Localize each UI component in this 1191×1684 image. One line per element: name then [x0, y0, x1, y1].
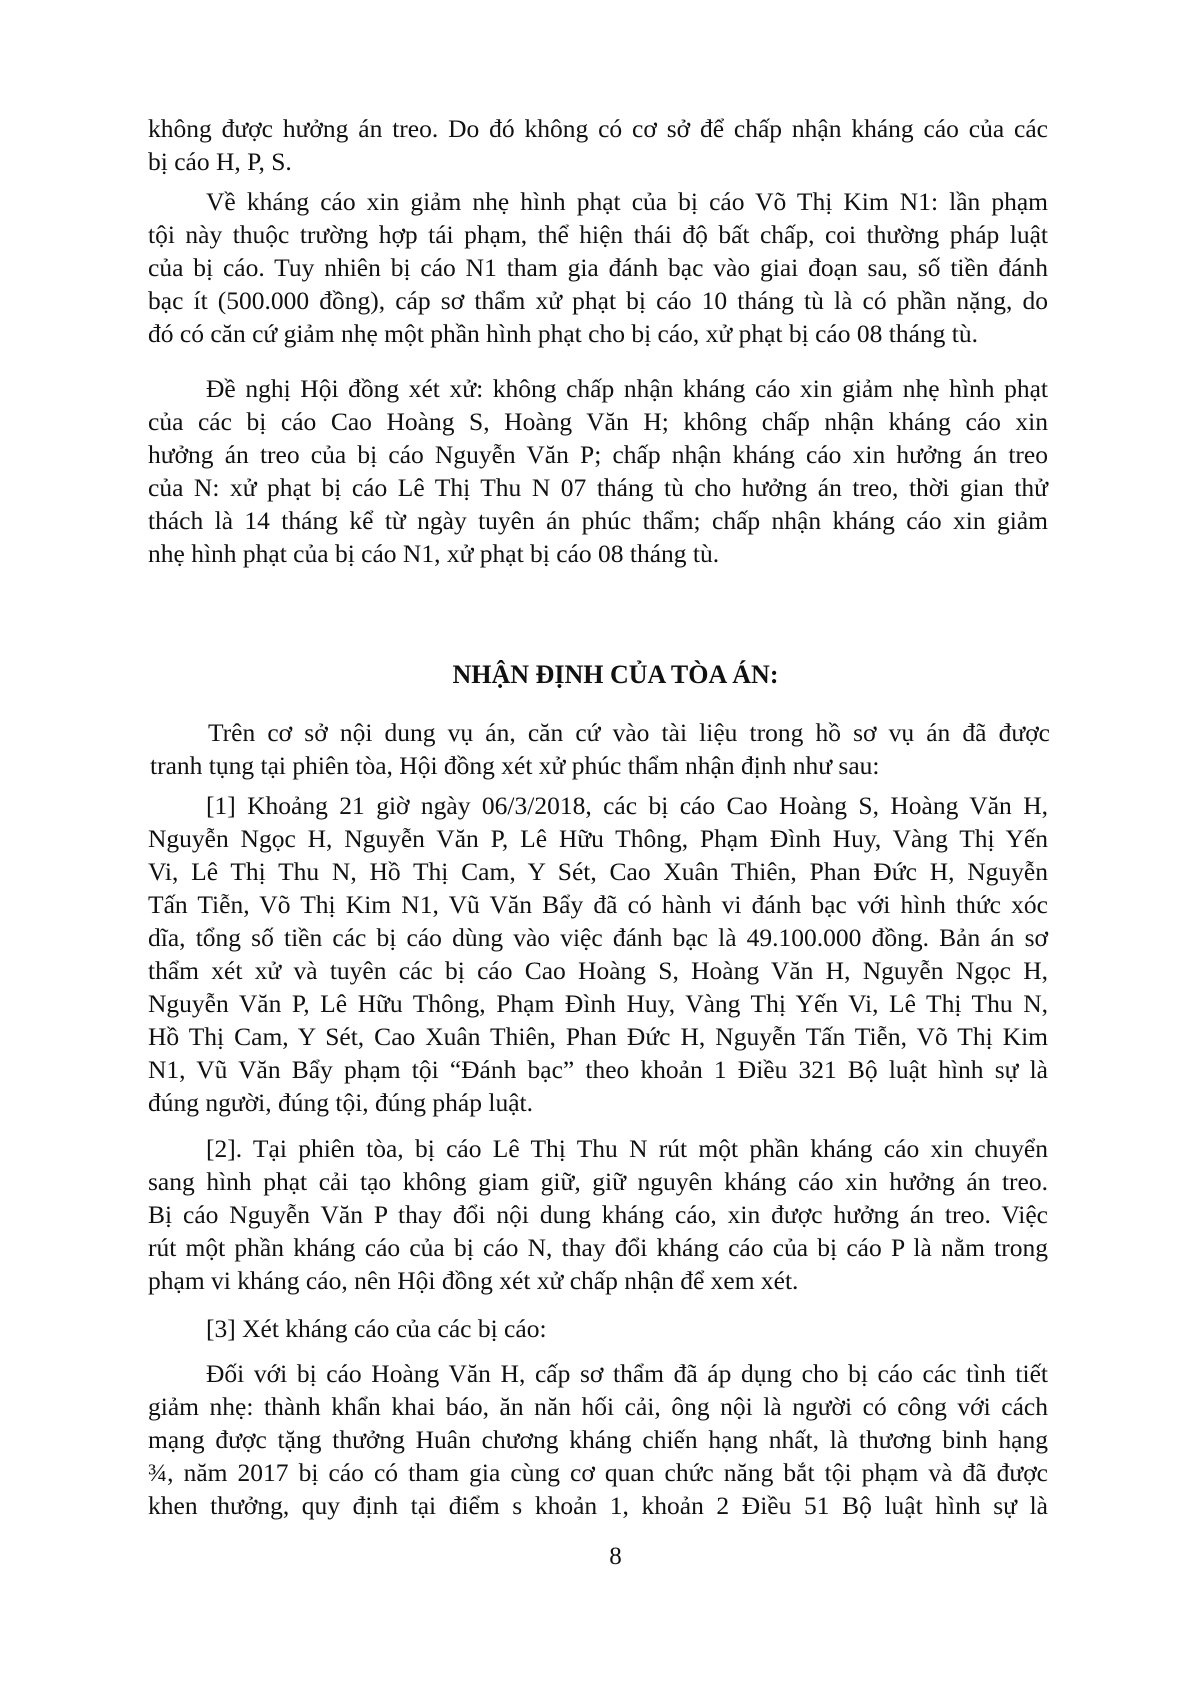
- text-line: Về kháng cáo xin giảm nhẹ hình phạt của bị cáo Võ Thị Kim N1: lần phạm: [206, 187, 1048, 216]
- text-line: Hồ Thị Cam, Y Sét, Cao Xuân Thiên, Phan Đức H, Nguyễn Tấn Tiễn, Võ Thị Kim: [148, 1022, 1048, 1051]
- text-line: thách là 14 tháng kể từ ngày tuyên án phúc thẩm; chấp nhận kháng cáo xin giảm: [148, 506, 1048, 535]
- paragraph-defendant-h: [148, 1357, 1048, 1522]
- page-number: 8: [609, 1543, 622, 1570]
- text-line: mạng được tặng thưởng Huân chương kháng chiến hạng nhất, là thương binh hạng: [148, 1425, 1048, 1454]
- paragraph-item-1: [148, 789, 1048, 1119]
- text-line: [2]. Tại phiên tòa, bị cáo Lê Thị Thu N rút một phần kháng cáo xin chuyển: [206, 1134, 1048, 1163]
- text-line: tội này thuộc trường hợp tái phạm, thể hiện thái độ bất chấp, coi thường pháp luật: [148, 220, 1048, 249]
- text-line: hưởng án treo của bị cáo Nguyễn Văn P; chấp nhận kháng cáo xin hưởng án treo: [148, 440, 1048, 469]
- paragraph-proposal: [148, 372, 1048, 570]
- text-line: Vi, Lê Thị Thu N, Hồ Thị Cam, Y Sét, Cao Xuân Thiên, Phan Đức H, Nguyễn: [148, 857, 1048, 886]
- text-line: phạm vi kháng cáo, nên Hội đồng xét xử chấp nhận để xem xét.: [148, 1266, 799, 1295]
- text-line: sang hình phạt cải tạo không giam giữ, giữ nguyên kháng cáo xin hưởng án treo.: [148, 1167, 1048, 1196]
- text-line: đó có căn cứ giảm nhẹ một phần hình phạt cho bị cáo, xử phạt bị cáo 08 tháng tù.: [148, 319, 978, 348]
- text-line: [3] Xét kháng cáo của các bị cáo:: [206, 1314, 547, 1343]
- paragraph-item-2: [148, 1132, 1048, 1297]
- text-line: không được hưởng án treo. Do đó không có cơ sở để chấp nhận kháng cáo của các: [148, 114, 1048, 143]
- text-line: bị cáo H, P, S.: [148, 147, 292, 176]
- text-line: đúng người, đúng tội, đúng pháp luật.: [148, 1088, 533, 1117]
- text-line: tranh tụng tại phiên tòa, Hội đồng xét xử phúc thẩm nhận định như sau:: [150, 751, 880, 780]
- text-line: của các bị cáo Cao Hoàng S, Hoàng Văn H; không chấp nhận kháng cáo xin: [148, 407, 1048, 436]
- text-line: Tấn Tiễn, Võ Thị Kim N1, Vũ Văn Bẩy đã có hành vi đánh bạc với hình thức xóc: [148, 890, 1048, 919]
- text-line: khen thưởng, quy định tại điểm s khoản 1, khoản 2 Điều 51 Bộ luật hình sự là: [148, 1491, 1048, 1520]
- text-line: Đề nghị Hội đồng xét xử: không chấp nhận kháng cáo xin giảm nhẹ hình phạt: [206, 374, 1048, 403]
- section-heading: NHẬN ĐỊNH CỦA TÒA ÁN:: [452, 660, 779, 689]
- text-line: Nguyễn Ngọc H, Nguyễn Văn P, Lê Hữu Thông, Phạm Đình Huy, Vàng Thị Yến: [148, 824, 1048, 853]
- text-line: [1] Khoảng 21 giờ ngày 06/3/2018, các bị cáo Cao Hoàng S, Hoàng Văn H,: [206, 791, 1048, 820]
- paragraph-intro: [150, 716, 1050, 782]
- text-line: Trên cơ sở nội dung vụ án, căn cứ vào tài liệu trong hồ sơ vụ án đã được: [208, 718, 1050, 747]
- text-line: N1, Vũ Văn Bẩy phạm tội “Đánh bạc” theo khoản 1 Điều 321 Bộ luật hình sự là: [148, 1055, 1048, 1084]
- text-line: thẩm xét xử và tuyên các bị cáo Cao Hoàng S, Hoàng Văn H, Nguyễn Ngọc H,: [148, 956, 1048, 985]
- paragraph-item-3: [148, 1312, 1048, 1345]
- text-line: dĩa, tổng số tiền các bị cáo dùng vào việc đánh bạc là 49.100.000 đồng. Bản án sơ: [148, 923, 1048, 952]
- text-line: nhẹ hình phạt của bị cáo N1, xử phạt bị cáo 08 tháng tù.: [148, 539, 720, 568]
- text-line: Nguyễn Văn P, Lê Hữu Thông, Phạm Đình Huy, Vàng Thị Yến Vi, Lê Thị Thu N,: [148, 989, 1048, 1018]
- text-line: của bị cáo. Tuy nhiên bị cáo N1 tham gia đánh bạc vào giai đoạn sau, số tiền đánh: [148, 253, 1048, 282]
- paragraph-continuation: [148, 112, 1048, 178]
- text-line: Bị cáo Nguyễn Văn P thay đổi nội dung kháng cáo, xin được hưởng án treo. Việc: [148, 1200, 1048, 1229]
- text-line: bạc ít (500.000 đồng), cáp sơ thẩm xử phạt bị cáo 10 tháng tù là có phần nặng, do: [148, 286, 1048, 315]
- text-line: của N: xử phạt bị cáo Lê Thị Thu N 07 tháng tù cho hưởng án treo, thời gian thử: [148, 473, 1048, 502]
- text-line: rút một phần kháng cáo của bị cáo N, thay đổi kháng cáo của bị cáo P là nằm trong: [148, 1233, 1048, 1262]
- text-line: ¾, năm 2017 bị cáo có tham gia cùng cơ quan chức năng bắt tội phạm và đã được: [148, 1458, 1048, 1487]
- paragraph-appeal-n1: [148, 185, 1048, 350]
- text-line: Đối với bị cáo Hoàng Văn H, cấp sơ thẩm đã áp dụng cho bị cáo các tình tiết: [206, 1359, 1048, 1388]
- text-line: giảm nhẹ: thành khẩn khai báo, ăn năn hối cải, ông nội là người có công với cách: [148, 1392, 1048, 1421]
